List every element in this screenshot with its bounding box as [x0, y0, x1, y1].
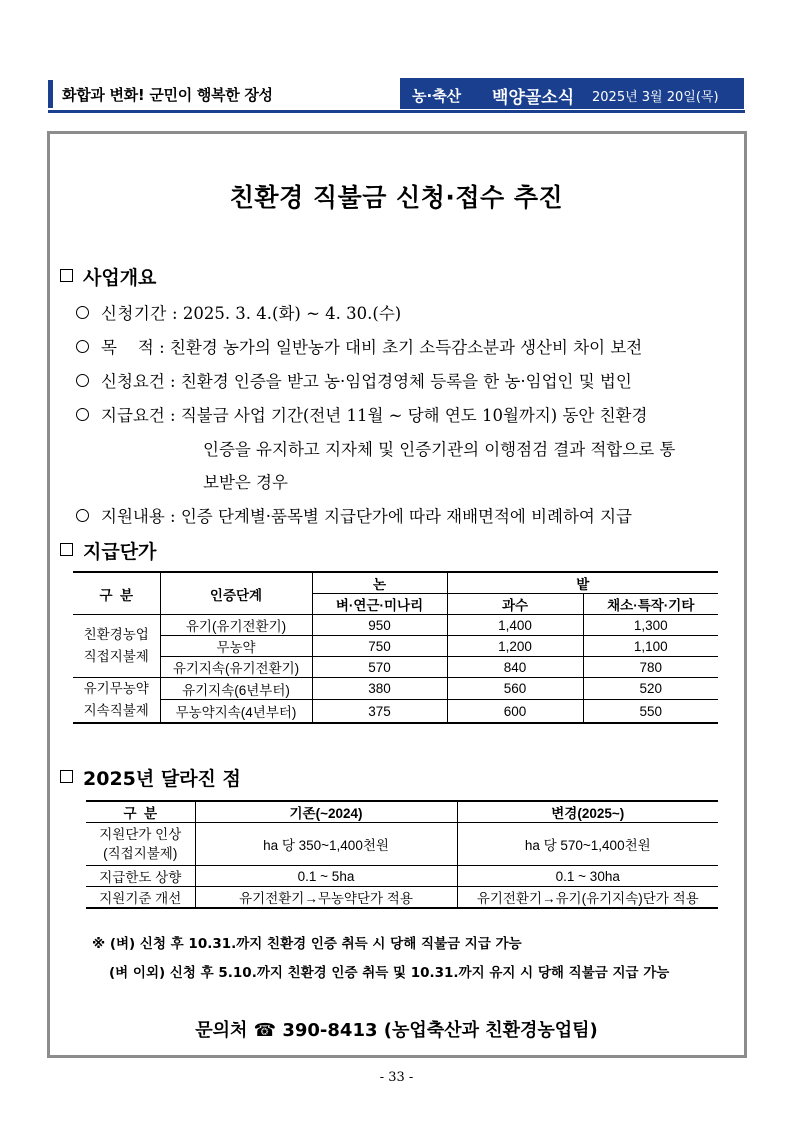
header-accent-bar	[48, 80, 53, 108]
table-row	[73, 615, 718, 636]
contact-dept: (농업축산과 친환경농업팀)	[383, 1020, 598, 1041]
table-cell: 유기지속(6년부터)	[160, 678, 312, 700]
section-heading-changes: 2025년 달라진 점	[60, 764, 241, 791]
note-rice: ※ (벼) 신청 후 10.31.까지 친환경 인증 취득 시 당해 직불금 지급 가능	[92, 936, 522, 952]
header-section: 농·축산	[412, 87, 462, 105]
table-row	[73, 657, 718, 678]
header-slogan: 화합과 변화! 군민이 행복한 장성	[62, 86, 273, 104]
table-header: 변경(2025~)	[457, 801, 718, 823]
table-header: 인증단계	[160, 572, 312, 615]
table-header: 벼·연근·미나리	[312, 594, 447, 615]
group-cell: 친환경농업 직접지불제	[73, 615, 160, 678]
table-row	[73, 636, 718, 657]
overview-item-continuation: 보받은 경우	[203, 473, 288, 492]
table-header: 논	[312, 572, 447, 594]
circle-bullet-icon	[76, 340, 89, 353]
contact-line	[0, 1016, 793, 1042]
contact-phone: 390-8413	[282, 1020, 378, 1041]
table-cell: 520	[583, 678, 718, 700]
table-cell: 780	[583, 657, 718, 678]
table-cell: 지원기준 개선	[86, 887, 195, 909]
table-cell: 1,100	[583, 636, 718, 657]
overview-item: 목 적 : 친환경 농가의 일반농가 대비 초기 소득감소분과 생산비 차이 보전	[76, 334, 642, 358]
table-cell: ha 당 570~1,400천원	[457, 823, 718, 866]
section-heading-pay: 지급단가	[60, 537, 156, 564]
table-cell: 유기전환기→무농약단가 적용	[195, 887, 457, 909]
table-cell: 0.1 ~ 5ha	[195, 866, 457, 887]
overview-item-continuation: 인증을 유지하고 지자체 및 인증기관의 이행점검 결과 적합으로 통	[203, 440, 676, 459]
table-cell: 지원단가 인상 (직접지불제)	[86, 823, 195, 866]
table-cell: 840	[447, 657, 583, 678]
table-header: 채소·특작·기타	[583, 594, 718, 615]
pay-rate-table	[73, 571, 718, 724]
table-cell: 750	[312, 636, 447, 657]
table-cell: 0.1 ~ 30ha	[457, 866, 718, 887]
group-cell: 유기무농약 지속직불제	[73, 678, 160, 724]
table-cell: 1,300	[583, 615, 718, 636]
table-cell: 유기(유기전환기)	[160, 615, 312, 636]
table-row	[73, 678, 718, 700]
circle-bullet-icon	[76, 374, 89, 387]
table-cell: 560	[447, 678, 583, 700]
table-header: 밭	[447, 572, 718, 594]
note-other-crops: (벼 이외) 신청 후 5.10.까지 친환경 인증 취득 및 10.31.까지 유지 시 당해 직불금 지급 가능	[109, 965, 670, 981]
table-cell: 570	[312, 657, 447, 678]
phone-icon: ☎	[253, 1020, 277, 1041]
table-cell: 950	[312, 615, 447, 636]
circle-bullet-icon	[76, 408, 89, 421]
header-newsletter: 백양골소식	[492, 88, 575, 108]
table-cell: ha 당 350~1,400천원	[195, 823, 457, 866]
page-number: - 33 -	[379, 1070, 414, 1085]
table-cell: 유기지속(유기전환기)	[160, 657, 312, 678]
table-cell: 1,200	[447, 636, 583, 657]
table-cell: 지급한도 상향	[86, 866, 195, 887]
checkbox-square-icon	[60, 269, 73, 282]
table-header: 구 분	[73, 572, 160, 615]
table-header: 구 분	[86, 801, 195, 823]
overview-item: 지급요건 : 직불금 사업 기간(전년 11월 ~ 당해 연도 10월까지) 동안 친환경	[76, 402, 647, 426]
table-cell: 1,400	[447, 615, 583, 636]
table-header: 과수	[447, 594, 583, 615]
table-row	[73, 700, 718, 723]
header-rule	[48, 110, 745, 113]
page-title: 친환경 직불금 신청·접수 추진	[229, 183, 564, 212]
table-cell: 550	[583, 700, 718, 723]
overview-item: 지원내용 : 인증 단계별·품목별 지급단가에 따라 재배면적에 비례하여 지급	[76, 503, 632, 527]
table-cell: 무농약지속(4년부터)	[160, 700, 312, 723]
table-row	[86, 887, 718, 909]
circle-bullet-icon	[76, 509, 89, 522]
checkbox-square-icon	[60, 543, 73, 556]
changes-table	[86, 800, 718, 909]
circle-bullet-icon	[76, 306, 89, 319]
table-row	[86, 866, 718, 887]
section-heading-overview: 사업개요	[60, 263, 156, 290]
table-cell: 유기전환기→유기(유기지속)단가 적용	[457, 887, 718, 909]
table-cell: 380	[312, 678, 447, 700]
header-date: 2025년 3월 20일(목)	[592, 90, 719, 105]
table-row	[86, 823, 718, 866]
header-badge	[400, 78, 744, 109]
table-header: 기존(~2024)	[195, 801, 457, 823]
overview-item: 신청요건 : 친환경 인증을 받고 농·임업경영체 등록을 한 농·임업인 및 법인	[76, 368, 632, 392]
table-cell: 무농약	[160, 636, 312, 657]
table-cell: 375	[312, 700, 447, 723]
checkbox-square-icon	[60, 770, 73, 783]
overview-item: 신청기간 : 2025. 3. 4.(화) ~ 4. 30.(수)	[76, 300, 401, 324]
contact-label: 문의처	[195, 1020, 248, 1041]
table-cell: 600	[447, 700, 583, 723]
